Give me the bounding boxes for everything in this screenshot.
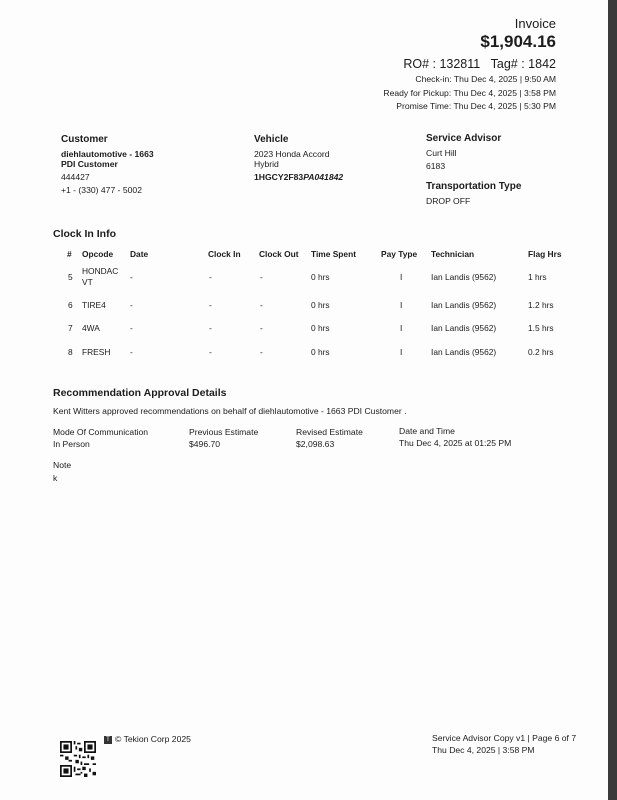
row-pay-type: I <box>400 300 403 310</box>
vehicle-vin <box>254 172 343 182</box>
row-clock-in: - <box>209 323 212 333</box>
customer-name: diehlautomotive - 1663 <box>61 149 154 159</box>
customer-name-line2: PDI Customer <box>61 159 118 169</box>
row-pay-type: I <box>400 323 403 333</box>
transportation-value: DROP OFF <box>426 196 471 206</box>
qr-code <box>60 741 96 777</box>
row-pay-type: I <box>400 347 403 357</box>
previous-estimate-value: $496.70 <box>189 439 221 449</box>
row-opcode: 4WA <box>82 323 100 333</box>
customer-phone: +1 - (330) 477 - 5002 <box>61 185 142 195</box>
recommendation-statement: Kent Witters approved recommendations on behalf of diehlautomotive - 1663 PDI Customer . <box>53 406 407 416</box>
row-flag-hrs: 1.2 hrs <box>528 300 554 310</box>
row-time-spent: 0 hrs <box>311 347 330 357</box>
vehicle-model: 2023 Honda Accord <box>254 149 330 159</box>
revised-estimate-label: Revised Estimate <box>296 427 363 437</box>
row-opcode: HONDAC <box>82 266 119 276</box>
row-flag-hrs: 1 hrs <box>528 272 547 282</box>
note-label: Note <box>53 460 72 470</box>
row-clock-in: - <box>209 300 212 310</box>
col-clock-out: Clock Out <box>259 249 299 259</box>
col-technician: Technician <box>431 249 475 259</box>
clock-in-title: Clock In Info <box>53 228 116 240</box>
row-time-spent: 0 hrs <box>311 323 330 333</box>
row-time-spent: 0 hrs <box>311 272 330 282</box>
tag-number: Tag# : 1842 <box>490 57 556 71</box>
row-pay-type: I <box>400 272 403 282</box>
vehicle-heading: Vehicle <box>254 134 289 145</box>
row-date: - <box>130 272 133 282</box>
row-number: 7 <box>68 323 73 333</box>
vehicle-trim: Hybrid <box>254 159 279 169</box>
row-clock-out: - <box>260 323 263 333</box>
row-clock-in: - <box>209 347 212 357</box>
row-opcode-cont: VT <box>82 277 93 287</box>
row-date: - <box>130 323 133 333</box>
service-advisor-id: 6183 <box>426 161 446 171</box>
tekion-logo-icon: T <box>104 736 112 744</box>
row-clock-out: - <box>260 347 263 357</box>
customer-id: 444427 <box>61 172 90 182</box>
total-amount: $1,904.16 <box>480 32 556 51</box>
col-flag-hrs: Flag Hrs <box>528 249 562 259</box>
previous-estimate-label: Previous Estimate <box>189 427 259 437</box>
check-in-time: Check-in: Thu Dec 4, 2025 | 9:50 AM <box>415 74 556 84</box>
document-title: Invoice <box>514 16 556 31</box>
date-time-label: Date and Time <box>399 426 455 436</box>
mode-of-communication-label: Mode Of Communication <box>53 427 149 437</box>
vin-prefix: 1HGCY2F83 <box>254 172 304 182</box>
row-date: - <box>130 347 133 357</box>
row-clock-out: - <box>260 300 263 310</box>
row-technician: Ian Landis (9562) <box>431 323 497 333</box>
ready-for-pickup-time: Ready for Pickup: Thu Dec 4, 2025 | 3:58 PM <box>383 88 556 98</box>
revised-estimate-value: $2,098.63 <box>296 439 335 449</box>
row-date: - <box>130 300 133 310</box>
date-time-value: Thu Dec 4, 2025 at 01:25 PM <box>399 438 512 448</box>
copyright-text: © Tekion Corp 2025 <box>115 734 191 744</box>
row-technician: Ian Landis (9562) <box>431 347 497 357</box>
col-number: # <box>67 249 72 259</box>
row-flag-hrs: 1.5 hrs <box>528 323 554 333</box>
col-clock-in: Clock In <box>208 249 241 259</box>
row-flag-hrs: 0.2 hrs <box>528 347 554 357</box>
ro-tag-line <box>403 57 556 71</box>
copy-page-info: Service Advisor Copy v1 | Page 6 of 7 <box>432 733 577 743</box>
col-opcode: Opcode <box>82 249 114 259</box>
transportation-heading: Transportation Type <box>426 181 522 192</box>
col-time-spent: Time Spent <box>311 249 356 259</box>
row-clock-out: - <box>260 272 263 282</box>
row-technician: Ian Landis (9562) <box>431 272 497 282</box>
row-time-spent: 0 hrs <box>311 300 330 310</box>
col-date: Date <box>130 249 149 259</box>
service-advisor-heading: Service Advisor <box>426 133 502 144</box>
note-value: k <box>53 473 58 483</box>
row-opcode: FRESH <box>82 347 111 357</box>
row-number: 6 <box>68 300 73 310</box>
row-opcode: TIRE4 <box>82 300 106 310</box>
footer-copyright <box>104 734 191 744</box>
row-number: 8 <box>68 347 73 357</box>
row-technician: Ian Landis (9562) <box>431 300 497 310</box>
row-clock-in: - <box>209 272 212 282</box>
recommendation-title: Recommendation Approval Details <box>53 387 227 399</box>
service-advisor-name: Curt Hill <box>426 148 457 158</box>
customer-heading: Customer <box>61 134 108 145</box>
col-pay-type: Pay Type <box>381 249 418 259</box>
ro-number: RO# : 132811 <box>403 57 481 71</box>
row-number: 5 <box>68 272 73 282</box>
promise-time: Promise Time: Thu Dec 4, 2025 | 5:30 PM <box>396 101 556 111</box>
printed-timestamp: Thu Dec 4, 2025 | 3:58 PM <box>432 745 535 755</box>
vin-suffix: PA041842 <box>303 172 344 182</box>
scan-edge <box>608 0 617 800</box>
mode-of-communication-value: In Person <box>53 439 90 449</box>
